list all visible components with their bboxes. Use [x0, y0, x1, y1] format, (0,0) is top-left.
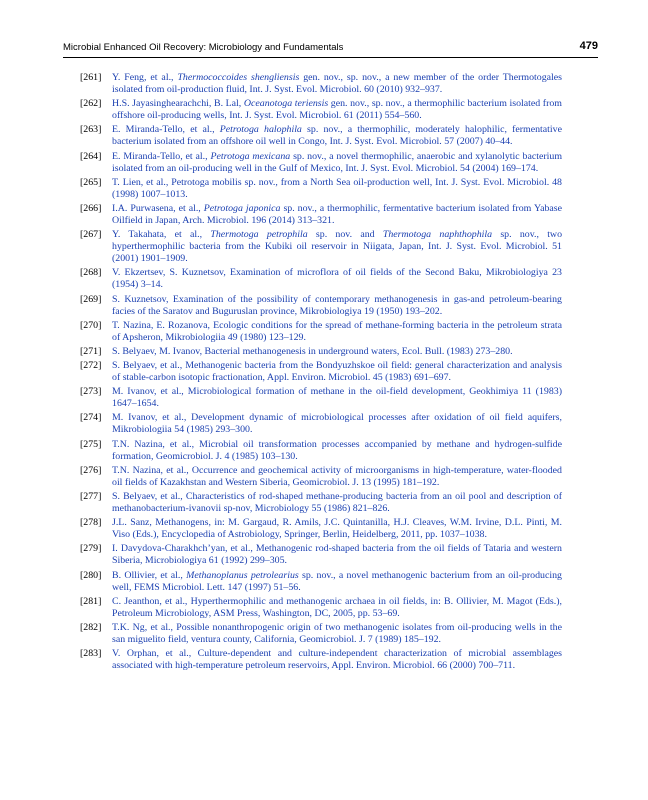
reference-item [80, 360, 562, 384]
reference-link[interactable] [112, 622, 562, 645]
reference-number: [282] [80, 621, 102, 633]
reference-item [80, 386, 562, 410]
reference-link[interactable] [112, 346, 513, 357]
reference-link[interactable] [112, 386, 562, 409]
species-name: Thermococcoides shengliensis [177, 72, 300, 83]
reference-link[interactable] [112, 294, 562, 317]
reference-item [80, 438, 562, 463]
reference-text: J.L. Sanz, Methanogens, in: M. Gargaud, R. Amils, J.C. Quintanilla, H.J. Cleaves, W.M. Irvine, D.L. Pinti, M. Viso (Eds.), Encyclopedia of Astrobiology, Springer, Berlin, Heidelberg, 2011, pp. 1037–1038. [112, 517, 562, 541]
species-name: Petrotoga japonica [203, 202, 281, 214]
running-title: Microbial Enhanced Oil Recovery: Microbiology and Fundamentals [63, 42, 344, 53]
reference-link[interactable] [112, 203, 562, 226]
reference-number: [279] [80, 543, 102, 555]
reference-text: S. Belyaev, et al., Characteristics of rod-shaped methane-producing bacteria from an oil pool and description of methanobacterium-ivanovii sp-nov, Microbiology 55 (1986) 821–826. [112, 491, 562, 514]
reference-text: T.K. Ng, et al., Possible nonanthropogenic origin of two methanogenic isolates from oil-producing wells in the san miguelito field, ventura county, California, Geomicrobiol. J. 7 (1989) 185–192. [112, 621, 562, 645]
reference-text: E. Miranda-Tello, et al., [112, 124, 220, 136]
reference-link[interactable] [112, 320, 562, 343]
reference-number: [278] [80, 517, 102, 529]
reference-text: I.A. Purwasena, et al., [112, 202, 204, 214]
reference-text: T. Lien, et al., Petrotoga mobilis sp. nov., from a North Sea oil-production well, Int. J. Syst. Evol. Microbiol. 48 (1998) 1007–1013. [112, 176, 562, 200]
reference-number: [270] [80, 319, 102, 331]
reference-item [80, 491, 562, 515]
reference-link[interactable] [112, 543, 562, 566]
reference-link[interactable] [112, 517, 562, 540]
reference-text: T.N. Nazina, et al., Occurrence and geochemical activity of microorganisms in high-temperature, water-flooded oil fields of Kazakhstan and Western Siberia, Geomicrobiol. J. 13 (1995) 181–192. [112, 464, 562, 488]
reference-text: sp. nov., a novel thermophilic, anaerobic and xylanolytic bacterium isolated from an oil-producing well in the Gulf of Mexico, Int. J. Syst. Evol. Microbiol. 54 (2004) 169–174. [112, 150, 562, 174]
reference-text: sp. nov., a thermophilic, fermentative bacterium isolated from Yabase Oilfield in Japan, Arch. Microbiol. 196 (2014) 313–321. [112, 202, 563, 226]
reference-link[interactable] [112, 124, 562, 147]
reference-item [80, 98, 562, 122]
reference-link[interactable] [112, 491, 562, 514]
species-name: Oceanotoga teriensis [243, 98, 329, 110]
reference-text: I. Davydova-Charakhch’yan, et al., Methanogenic rod-shaped bacteria from the oil fields of Tataria and western Siberia, Microbiologiya 61 (1992) 299–305. [112, 543, 562, 567]
species-name: Petrotoga halophila [219, 124, 302, 136]
reference-number: [274] [80, 412, 102, 424]
reference-number: [266] [80, 202, 102, 214]
reference-item [80, 569, 562, 594]
page-header [63, 41, 598, 58]
reference-link[interactable] [112, 570, 562, 593]
reference-text: V. Orphan, et al., Culture-dependent and culture-independent characterization of microbial assemblages associated with high-temperature petroleum reservoirs, Appl. Environ. Microbiol. 66 (2000) 700–711. [112, 648, 562, 672]
reference-link[interactable] [112, 229, 562, 264]
reference-number: [264] [80, 150, 102, 162]
reference-text: T. Nazina, E. Rozanova, Ecologic conditions for the spread of methane-forming bacteria in the petroleum strata of Apsheron, Mikrobiologiia 49 (1980) 123–129. [112, 319, 562, 343]
reference-text: M. Ivanov, et al., Microbiological formation of methane in the oil-field development, Geokhimiya 11 (1983) 1647–1654. [112, 386, 562, 410]
reference-text: S. Belyaev, M. Ivanov, Bacterial methanogenesis in underground waters, Ecol. Bull. (1983) 273–280. [112, 345, 513, 357]
reference-text: S. Belyaev, et al., Methanogenic bacteria from the Bondyuzhskoe oil field: general characterization and analysis of stable-carbon isotopic fractionation, Appl. Environ. Microbiol. 45 (1983) 691–697. [112, 360, 562, 384]
reference-text: H.S. Jayasinghearachchi, B. Lal, [112, 98, 244, 110]
reference-item [80, 517, 562, 541]
page-number: 479 [579, 40, 598, 52]
reference-text: sp. nov. and [307, 229, 383, 241]
reference-item [80, 464, 562, 489]
reference-number: [272] [80, 360, 102, 372]
reference-item [80, 621, 562, 646]
reference-number: [262] [80, 98, 102, 110]
reference-number: [275] [80, 438, 102, 450]
reference-item [80, 202, 563, 227]
reference-number: [277] [80, 491, 102, 502]
reference-number: [268] [80, 267, 102, 279]
reference-link[interactable] [112, 596, 562, 619]
species-name: Petrotoga mexicana [210, 150, 291, 162]
reference-item [80, 412, 562, 436]
reference-number: [265] [80, 176, 102, 188]
species-name: Thermotoga naphthophila [382, 229, 493, 241]
reference-number: [280] [80, 569, 102, 581]
reference-link[interactable] [112, 360, 562, 383]
reference-text: S. Kuznetsov, Examination of the possibility of contemporary methanogenesis in gas-and petroleum-bearing facies of the Saratov and Buguruslan province, Mikrobiologiya 19 (1950) 193–202. [112, 293, 562, 317]
reference-link[interactable] [112, 151, 562, 174]
reference-link[interactable] [112, 465, 562, 488]
reference-link[interactable] [112, 267, 562, 290]
reference-number: [281] [80, 595, 102, 607]
reference-list [80, 72, 563, 674]
reference-text: Y. Takahata, et al., [112, 229, 211, 241]
reference-text: B. Ollivier, et al., [112, 569, 187, 581]
reference-item [80, 124, 562, 148]
reference-text: V. Ekzertsev, S. Kuznetsov, Examination of microflora of oil fields of the Second Baku, Mikrobiologiya 23 (1954) 3–14. [112, 267, 562, 291]
reference-text: gen. nov., sp. nov., a new member of the order Thermotogales isolated from oil-production fluid, Int. J. Syst. Evol. Microbiol. 60 (2010) 932–937. [112, 72, 562, 95]
species-name: Thermotoga petrophila [210, 229, 308, 241]
species-name: Methanoplanus petrolearius [186, 569, 299, 581]
reference-number: [276] [80, 464, 102, 476]
reference-item [80, 176, 562, 201]
reference-item [80, 293, 562, 318]
reference-item [80, 72, 562, 96]
reference-number: [283] [80, 648, 102, 660]
reference-item [80, 319, 562, 344]
reference-text: Y. Feng, et al., [112, 72, 178, 83]
reference-number: [267] [80, 229, 102, 241]
reference-number: [271] [80, 345, 102, 357]
reference-number: [263] [80, 124, 102, 136]
reference-text: C. Jeanthon, et al., Hyperthermophilic and methanogenic archaea in oil fields, in: B. Ollivier, M. Magot (Eds.), Petroleum Microbiology, ASM Press, Washington, DC, 2005, pp. 53–69. [112, 595, 562, 619]
reference-text: sp. nov., a thermophilic, moderately halophilic, fermentative bacterium isolated from an offshore oil well in Congo, Int. J. Syst. Evol. Microbiol. 57 (2007) 40–44. [112, 124, 562, 148]
reference-link[interactable] [112, 72, 562, 95]
reference-link[interactable] [112, 412, 562, 435]
reference-link[interactable] [112, 177, 562, 200]
reference-text: sp. nov., two hyperthermophilic bacteria from the Kubiki oil reservoir in Niigata, Japan, Int. J. Syst. Evol. Microbiol. 51 (2001) 1901–1909. [112, 229, 563, 265]
reference-item [80, 229, 563, 265]
reference-link[interactable] [112, 648, 562, 671]
reference-link[interactable] [112, 98, 562, 121]
reference-item [80, 267, 562, 291]
reference-item [80, 648, 562, 672]
reference-number: [273] [80, 386, 102, 398]
reference-text: sp. nov., a novel methanogenic bacterium from an oil-producing well, FEMS Microbiol. Lett. 147 (1997) 51–56. [112, 569, 562, 593]
reference-link[interactable] [112, 439, 562, 462]
reference-text: E. Miranda-Tello, et al., [112, 150, 211, 162]
reference-item [80, 543, 562, 567]
reference-text: M. Ivanov, et al., Development dynamic of microbiological processes after oxidation of oil field aquifers, Mikrobiologiia 54 (1985) 293–300. [112, 412, 562, 436]
reference-number: [261] [80, 72, 102, 83]
reference-item [80, 150, 562, 175]
reference-text: gen. nov., sp. nov., a thermophilic bacterium isolated from offshore oil-producing wells, Int. J. Syst. Evol. Microbiol. 61 (2011) 554–560. [112, 98, 562, 122]
reference-item [80, 595, 562, 620]
reference-text: T.N. Nazina, et al., Microbial oil transformation processes accompanied by methane and hydrogen-sulfide formation, Geomicrobiol. J. 4 (1985) 103–130. [112, 438, 562, 462]
reference-number: [269] [80, 293, 102, 305]
reference-item [80, 345, 562, 358]
